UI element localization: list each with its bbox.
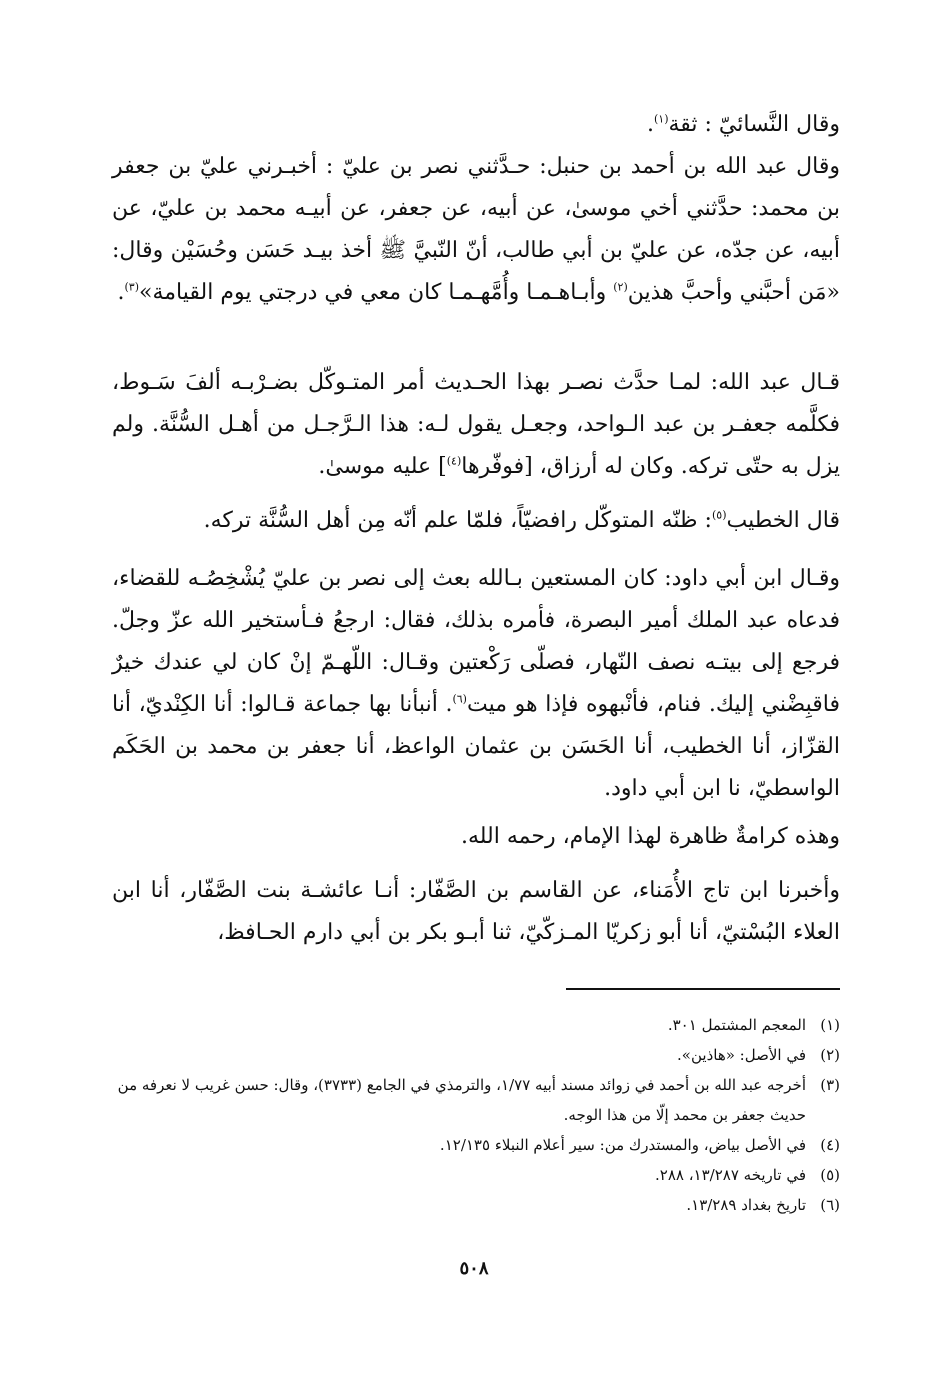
footnote-ref-6[interactable]: (٦) — [452, 692, 467, 706]
footnote-number: (٤) — [820, 1136, 840, 1154]
footnote-ref-5[interactable]: (٥) — [711, 508, 727, 522]
footnote-number: (٢) — [820, 1046, 840, 1064]
footnote-text: تاريخ بغداد ١٣/٢٨٩. — [686, 1196, 806, 1214]
footnote-text: في الأصل: «هاذين». — [677, 1046, 806, 1064]
paragraph-5 — [112, 558, 840, 810]
footnote-divider — [566, 988, 840, 990]
paragraph-3-text: قـال عبد الله: لمـا حدَّث نصـر بهذا الحـديث أمر المتـوكّل بضـرْبـه ألفَ سَـوط، فكلَّمه جعفـر بن عبد الـواحد، وجعـل يقول لـه: هذا الـرَّجـل من أهـل السُّنَّة. ولم يزل به حتّى تركه. وكان له أرزاق، [فوفّرها — [112, 370, 840, 479]
footnote-ref-3[interactable]: (٣) — [124, 280, 140, 294]
footnote-5 — [112, 1160, 840, 1190]
paragraph-4-end: : ظنّه المتوكّل رافضيّاً، فلمّا علم أنّه مِن أهل السُّنَّة تركه. — [203, 508, 712, 533]
paragraph-7 — [112, 870, 840, 954]
paragraph-5-text: وقـال ابن أبي داود: كان المستعين بـالله بعث إلى نصر بن عليّ يُشْخِصُـه للقضاء، فدعاه عبد الملك أمير البصرة، فأمره بذلك، فقال: ارجعُ فـأستخير الله عزّ وجلّ. فرجع إلى بيتـه نصف النّهار، فصلّى رَكْعتين وقـال: اللّهـمّ إنْ كان لي عندك خيرٌ فاقبِضْني إليك. فنام، فأنْبهوه فإذا هو ميت — [112, 566, 840, 717]
footnote-text: أخرجه عبد الله بن أحمد في زوائد مسند أبيه ١/٧٧، والترمذي في الجامع (٣٧٣٣)، وقال: حسن غريب لا نعرفه من حديث جعفر بن محمد إلّا من هذا الوجه. — [117, 1076, 806, 1124]
paragraph-2-text: وقال عبد الله بن أحمد بن حنبل: حـدَّثني نصر بن عليّ : أخبـرني عليّ بن جعفر بن محمد: حدَّثني أخي موسىٰ، عن أبيه، عن جعفر، عن أبيـه محمد بن عليّ، عن أبيه، عن جدّه، عن عليّ بن أبي طالب، أنّ النّبيَّ ﷺ أخذ بيـد حَسَن وحُسَيْن وقال: «مَن أحبَّني وأحبَّ هذين — [112, 154, 840, 305]
paragraph-4-text: قال الخطيب — [726, 508, 840, 533]
footnote-text: المعجم المشتمل ٣٠١. — [667, 1016, 806, 1034]
footnote-ref-2[interactable]: (٢) — [613, 280, 628, 294]
footnote-number: (١) — [820, 1016, 840, 1034]
paragraph-3-end: ] عليه موسىٰ. — [318, 454, 447, 479]
footnote-2 — [112, 1040, 840, 1070]
paragraph-1 — [112, 104, 840, 146]
paragraph-7-text: وأخبرنا ابن تاج الأُمَناء، عن القاسم بن الصَّفّار: أنـا عائشـة بنت الصَّفّار، أنا ابن العلاء البُسْتيّ، أنا أبو زكريّا المـزكّيّ، ثنا أبـو بكر بن أبي دارم الحـافظ، — [112, 878, 840, 945]
paragraph-4 — [112, 500, 840, 542]
footnote-6 — [112, 1190, 840, 1220]
paragraph-2-mid: وأبـاهـمـا وأُمَّهـمـا كان معي في درجتي يوم القيامة» — [139, 280, 614, 305]
footnote-ref-1[interactable]: (١) — [653, 112, 669, 126]
footnote-text: في الأصل بياض، والمستدرك من: سير أعلام النبلاء ١٢/١٣٥. — [439, 1136, 806, 1154]
footnote-1 — [112, 1010, 840, 1040]
paragraph-5-end: . أنبأنا بها جماعة قـالوا: أنا الكِنْديّ، أنا القزّاز، أنا الخطيب، أنا الحَسَن بن عثمان الواعظ، أنا جعفر بن محمد بن الحَكَم الواسطيّ، نا ابن أبي داود. — [112, 692, 840, 801]
footnote-number: (٣) — [820, 1076, 840, 1094]
page-number: ٥٠٨ — [459, 1258, 489, 1279]
footnote-text: في تاريخه ١٣/٢٨٧، ٢٨٨. — [654, 1166, 806, 1184]
paragraph-6-text: وهذه كرامةٌ ظاهرة لهذا الإمام، رحمه الله. — [460, 824, 840, 849]
paragraph-3 — [112, 362, 840, 488]
footnote-number: (٦) — [820, 1196, 840, 1214]
paragraph-2-end: . — [117, 280, 125, 305]
paragraph-2 — [112, 146, 840, 314]
footnote-ref-4[interactable]: (٤) — [446, 454, 462, 468]
footnotes — [112, 1010, 840, 1220]
footnote-3 — [112, 1070, 840, 1130]
paragraph-6 — [112, 816, 840, 858]
footnote-4 — [112, 1130, 840, 1160]
paragraph-1-end: . — [646, 112, 654, 137]
paragraph-1-text: وقال النَّسائيّ : ثقة — [668, 112, 840, 137]
footnote-number: (٥) — [820, 1166, 840, 1184]
